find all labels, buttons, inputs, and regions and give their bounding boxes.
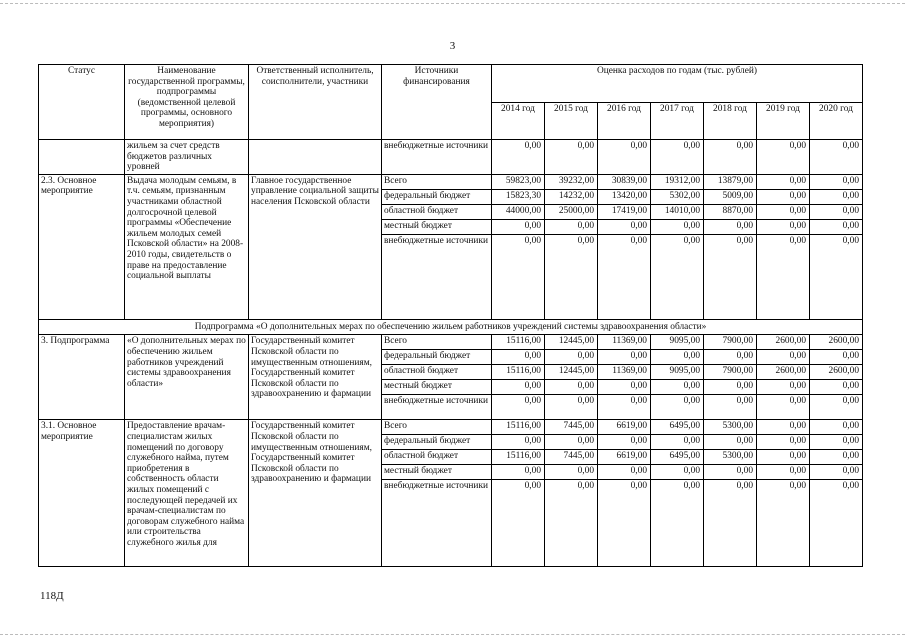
value-cell: 0,00 <box>545 350 598 365</box>
value-cell: 0,00 <box>757 420 810 435</box>
value-cell: 0,00 <box>545 435 598 450</box>
status-cell: 3.1. Основное мероприятие <box>39 420 125 567</box>
header-year: 2018 год <box>704 102 757 140</box>
value-cell: 0,00 <box>810 465 863 480</box>
source-cell: федеральный бюджет <box>382 435 492 450</box>
value-cell: 6495,00 <box>651 420 704 435</box>
header-executor: Ответственный исполнитель, соисполнители, участники <box>249 65 382 140</box>
value-cell: 0,00 <box>545 234 598 319</box>
source-cell: Всего <box>382 420 492 435</box>
value-cell: 0,00 <box>704 234 757 319</box>
value-cell: 0,00 <box>598 234 651 319</box>
value-cell: 0,00 <box>492 395 545 420</box>
value-cell: 0,00 <box>598 435 651 450</box>
value-cell: 2600,00 <box>757 335 810 350</box>
page-number: 3 <box>449 40 456 52</box>
value-cell: 15116,00 <box>492 420 545 435</box>
value-cell: 0,00 <box>545 219 598 234</box>
table-row <box>39 335 863 350</box>
bottom-edge <box>0 634 905 635</box>
value-cell: 0,00 <box>810 204 863 219</box>
status-cell <box>39 140 125 175</box>
value-cell: 14010,00 <box>651 204 704 219</box>
value-cell: 7900,00 <box>704 365 757 380</box>
value-cell: 0,00 <box>810 395 863 420</box>
value-cell: 0,00 <box>598 219 651 234</box>
value-cell: 0,00 <box>757 189 810 204</box>
source-cell: местный бюджет <box>382 219 492 234</box>
value-cell: 0,00 <box>492 435 545 450</box>
value-cell: 0,00 <box>492 350 545 365</box>
value-cell: 0,00 <box>704 395 757 420</box>
value-cell: 0,00 <box>545 465 598 480</box>
executor-cell <box>249 140 382 175</box>
source-cell: местный бюджет <box>382 465 492 480</box>
header-status: Статус <box>39 65 125 140</box>
value-cell: 15823,30 <box>492 189 545 204</box>
value-cell: 0,00 <box>598 480 651 567</box>
header-source: Источники финансирования <box>382 65 492 140</box>
value-cell: 12445,00 <box>545 365 598 380</box>
value-cell: 0,00 <box>757 465 810 480</box>
value-cell: 0,00 <box>598 395 651 420</box>
source-cell: Всего <box>382 174 492 189</box>
source-cell: местный бюджет <box>382 380 492 395</box>
program-name-cell: жильем за счет средств бюджетов различных уровней <box>125 140 249 175</box>
header-cost: Оценка расходов по годам (тыс. рублей) <box>492 65 863 103</box>
value-cell: 0,00 <box>651 435 704 450</box>
status-cell: 3. Подпрограмма <box>39 335 125 420</box>
value-cell: 0,00 <box>704 465 757 480</box>
header-year: 2020 год <box>810 102 863 140</box>
value-cell: 0,00 <box>810 140 863 175</box>
value-cell: 0,00 <box>704 380 757 395</box>
value-cell: 0,00 <box>704 480 757 567</box>
value-cell: 2600,00 <box>757 365 810 380</box>
header-name: Наименование государственной программы, подпрограммы (ведомственной целевой программы, основного мероприятия) <box>125 65 249 140</box>
value-cell: 14232,00 <box>545 189 598 204</box>
value-cell: 0,00 <box>651 350 704 365</box>
value-cell: 0,00 <box>757 450 810 465</box>
value-cell: 0,00 <box>598 380 651 395</box>
value-cell: 15116,00 <box>492 450 545 465</box>
value-cell: 0,00 <box>492 380 545 395</box>
executor-cell: Государственный комитет Псковской области по имущественным отношениям, Государственный комитет Псковской области по здравоохранению и фармации <box>249 335 382 420</box>
value-cell: 13420,00 <box>598 189 651 204</box>
value-cell: 6619,00 <box>598 420 651 435</box>
executor-cell: Главное государственное управление социальной защиты населения Псковской области <box>249 174 382 319</box>
source-cell: областной бюджет <box>382 204 492 219</box>
executor-cell: Государственный комитет Псковской области по имущественным отношениям, Государственный комитет Псковской области по здравоохранению и фармации <box>249 420 382 567</box>
value-cell: 0,00 <box>704 140 757 175</box>
value-cell: 0,00 <box>598 140 651 175</box>
value-cell: 0,00 <box>757 480 810 567</box>
value-cell: 0,00 <box>598 465 651 480</box>
value-cell: 0,00 <box>810 435 863 450</box>
value-cell: 0,00 <box>757 204 810 219</box>
header-year: 2019 год <box>757 102 810 140</box>
source-cell: внебюджетные источники <box>382 395 492 420</box>
value-cell: 0,00 <box>810 219 863 234</box>
value-cell: 15116,00 <box>492 335 545 350</box>
value-cell: 0,00 <box>492 480 545 567</box>
header-year: 2015 год <box>545 102 598 140</box>
header-row <box>39 65 863 103</box>
header-year: 2017 год <box>651 102 704 140</box>
value-cell: 7445,00 <box>545 450 598 465</box>
status-cell: 2.3. Основное мероприятие <box>39 174 125 319</box>
value-cell: 11369,00 <box>598 365 651 380</box>
value-cell: 15116,00 <box>492 365 545 380</box>
value-cell: 0,00 <box>704 435 757 450</box>
value-cell: 8870,00 <box>704 204 757 219</box>
value-cell: 0,00 <box>810 189 863 204</box>
footer-code: 118Д <box>40 590 64 602</box>
value-cell: 0,00 <box>651 395 704 420</box>
value-cell: 0,00 <box>651 140 704 175</box>
value-cell: 0,00 <box>545 395 598 420</box>
value-cell: 6619,00 <box>598 450 651 465</box>
top-edge <box>0 3 905 4</box>
value-cell: 13879,00 <box>704 174 757 189</box>
value-cell: 0,00 <box>545 380 598 395</box>
value-cell: 0,00 <box>651 480 704 567</box>
value-cell: 0,00 <box>757 234 810 319</box>
value-cell: 0,00 <box>704 350 757 365</box>
value-cell: 0,00 <box>810 350 863 365</box>
header-year: 2014 год <box>492 102 545 140</box>
value-cell: 0,00 <box>651 380 704 395</box>
value-cell: 0,00 <box>545 140 598 175</box>
value-cell: 0,00 <box>810 420 863 435</box>
table-row <box>39 420 863 435</box>
source-cell: федеральный бюджет <box>382 189 492 204</box>
value-cell: 2600,00 <box>810 335 863 350</box>
value-cell: 5009,00 <box>704 189 757 204</box>
value-cell: 5302,00 <box>651 189 704 204</box>
value-cell: 19312,00 <box>651 174 704 189</box>
program-name-cell: Выдача молодым семьям, в т.ч. семьям, признанным участниками областной долгосрочной целевой программы «Обеспечение жильем молодых семей Псковской области» на 2008-2010 годы, свидетельств о праве на предоставление социальной выплаты <box>125 174 249 319</box>
value-cell: 0,00 <box>810 234 863 319</box>
value-cell: 5300,00 <box>704 420 757 435</box>
value-cell: 12445,00 <box>545 335 598 350</box>
value-cell: 0,00 <box>810 480 863 567</box>
source-cell: Всего <box>382 335 492 350</box>
source-cell: областной бюджет <box>382 365 492 380</box>
value-cell: 0,00 <box>757 140 810 175</box>
value-cell: 5300,00 <box>704 450 757 465</box>
value-cell: 0,00 <box>545 480 598 567</box>
source-cell: федеральный бюджет <box>382 350 492 365</box>
value-cell: 0,00 <box>651 234 704 319</box>
value-cell: 0,00 <box>598 350 651 365</box>
value-cell: 6495,00 <box>651 450 704 465</box>
program-name-cell: «О дополнительных мерах по обеспечению жильем работников учреждений системы здравоохранения области» <box>125 335 249 420</box>
value-cell: 0,00 <box>757 380 810 395</box>
value-cell: 0,00 <box>810 450 863 465</box>
value-cell: 0,00 <box>492 234 545 319</box>
header-year: 2016 год <box>598 102 651 140</box>
value-cell: 25000,00 <box>545 204 598 219</box>
value-cell: 0,00 <box>757 174 810 189</box>
value-cell: 0,00 <box>492 140 545 175</box>
budget-table <box>38 64 863 567</box>
value-cell: 30839,00 <box>598 174 651 189</box>
value-cell: 0,00 <box>810 380 863 395</box>
value-cell: 0,00 <box>492 219 545 234</box>
subprogram-title: Подпрограмма «О дополнительных мерах по обеспечению жильем работников учреждений системы здравоохранения области» <box>39 319 863 335</box>
value-cell: 44000,00 <box>492 204 545 219</box>
value-cell: 0,00 <box>757 350 810 365</box>
table-row <box>39 140 863 175</box>
value-cell: 17419,00 <box>598 204 651 219</box>
program-name-cell: Предоставление врачам-специалистам жилых помещений по договору служебного найма, путем приобретения в собственность области жилых помещений с последующей передачей их врачам-специалистам по договорам служебного найма или строительства служебного жилья для <box>125 420 249 567</box>
value-cell: 2600,00 <box>810 365 863 380</box>
value-cell: 39232,00 <box>545 174 598 189</box>
value-cell: 59823,00 <box>492 174 545 189</box>
value-cell: 0,00 <box>810 174 863 189</box>
value-cell: 7445,00 <box>545 420 598 435</box>
value-cell: 0,00 <box>704 219 757 234</box>
value-cell: 9095,00 <box>651 365 704 380</box>
value-cell: 0,00 <box>651 219 704 234</box>
source-cell: внебюджетные источники <box>382 140 492 175</box>
value-cell: 11369,00 <box>598 335 651 350</box>
table-body <box>39 65 863 567</box>
value-cell: 0,00 <box>757 395 810 420</box>
subprogram-title-row <box>39 319 863 335</box>
source-cell: областной бюджет <box>382 450 492 465</box>
source-cell: внебюджетные источники <box>382 480 492 567</box>
table-row <box>39 174 863 189</box>
value-cell: 7900,00 <box>704 335 757 350</box>
value-cell: 0,00 <box>651 465 704 480</box>
value-cell: 0,00 <box>757 435 810 450</box>
value-cell: 0,00 <box>757 219 810 234</box>
value-cell: 0,00 <box>492 465 545 480</box>
value-cell: 9095,00 <box>651 335 704 350</box>
source-cell: внебюджетные источники <box>382 234 492 319</box>
